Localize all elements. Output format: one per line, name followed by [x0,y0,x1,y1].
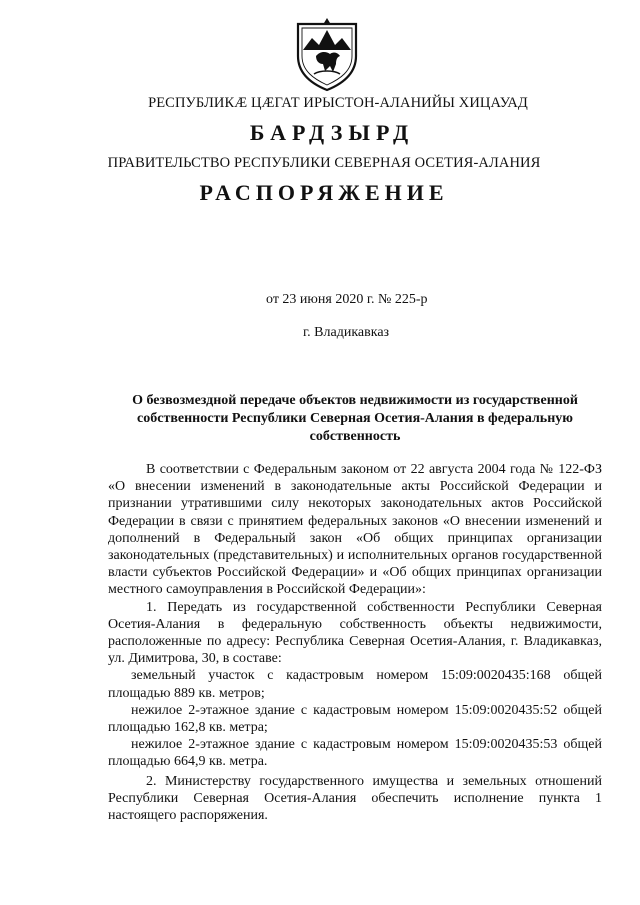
government-name-ossetian: РЕСПУБЛИКӔ ЦӔГАТ ИРЫСТОН-АЛАНИЙЫ ХИЦАУАД [148,95,528,111]
document-date-number: от 23 июня 2020 г. № 225-р [266,292,428,307]
item-1-building-53: нежилое 2-этажное здание с кадастровым номером 15:09:0020435:53 общей площадью 664,9 кв. метра. [108,737,602,770]
government-name-russian: ПРАВИТЕЛЬСТВО РЕСПУБЛИКИ СЕВЕРНАЯ ОСЕТИЯ-АЛАНИЯ [107,155,541,171]
document-type-ossetian: БАРДЗЫРД [249,120,415,145]
coat-of-arms-icon [292,16,362,92]
document-city: г. Владикавказ [303,325,390,340]
document-type-russian: РАСПОРЯЖЕНИЕ [199,180,449,205]
item-1-building-52: нежилое 2-этажное здание с кадастровым номером 15:09:0020435:52 общей площадью 162,8 кв. метра; [108,702,602,736]
document-title: О безвозмездной передаче объектов недвижимости из государственной собственности Республики Северная Осетия-Алания в федеральную собственность [132,393,578,444]
preamble-paragraph: В соответствии с Федеральным законом от 22 августа 2004 года № 122-ФЗ «О внесении изменений в законодательные акты Российской Федерации и признании утратившими силу некоторых законодательных актов Российской Федерации в связи с принятием федеральных законов «О внесении изменений и дополнений в Федеральный закон «Об общих принципах организации законодательных (представительных) и исполнительных органов государственной власти субъектов Российской Федерации» и «Об общих принципах организации местного самоуправления в Российской Федерации»: [108,462,602,598]
item-1-paragraph: 1. Передать из государственной собственности Республики Северная Осетия-Алания в федеральную собственность объекты недвижимости, расположенные по адресу: Республика Северная Осетия-Алания, г. Владикавказ, ул. Димитрова, 30, в составе: [108,599,602,667]
document-body [108,461,602,824]
item-1-land-plot: земельный участок с кадастровым номером 15:09:0020435:168 общей площадью 889 кв. метров; [108,668,602,701]
item-2-paragraph: 2. Министерству государственного имущества и земельных отношений Республики Северная Осетия-Алания обеспечить исполнение пункта 1 настоящего распоряжения. [108,773,602,824]
